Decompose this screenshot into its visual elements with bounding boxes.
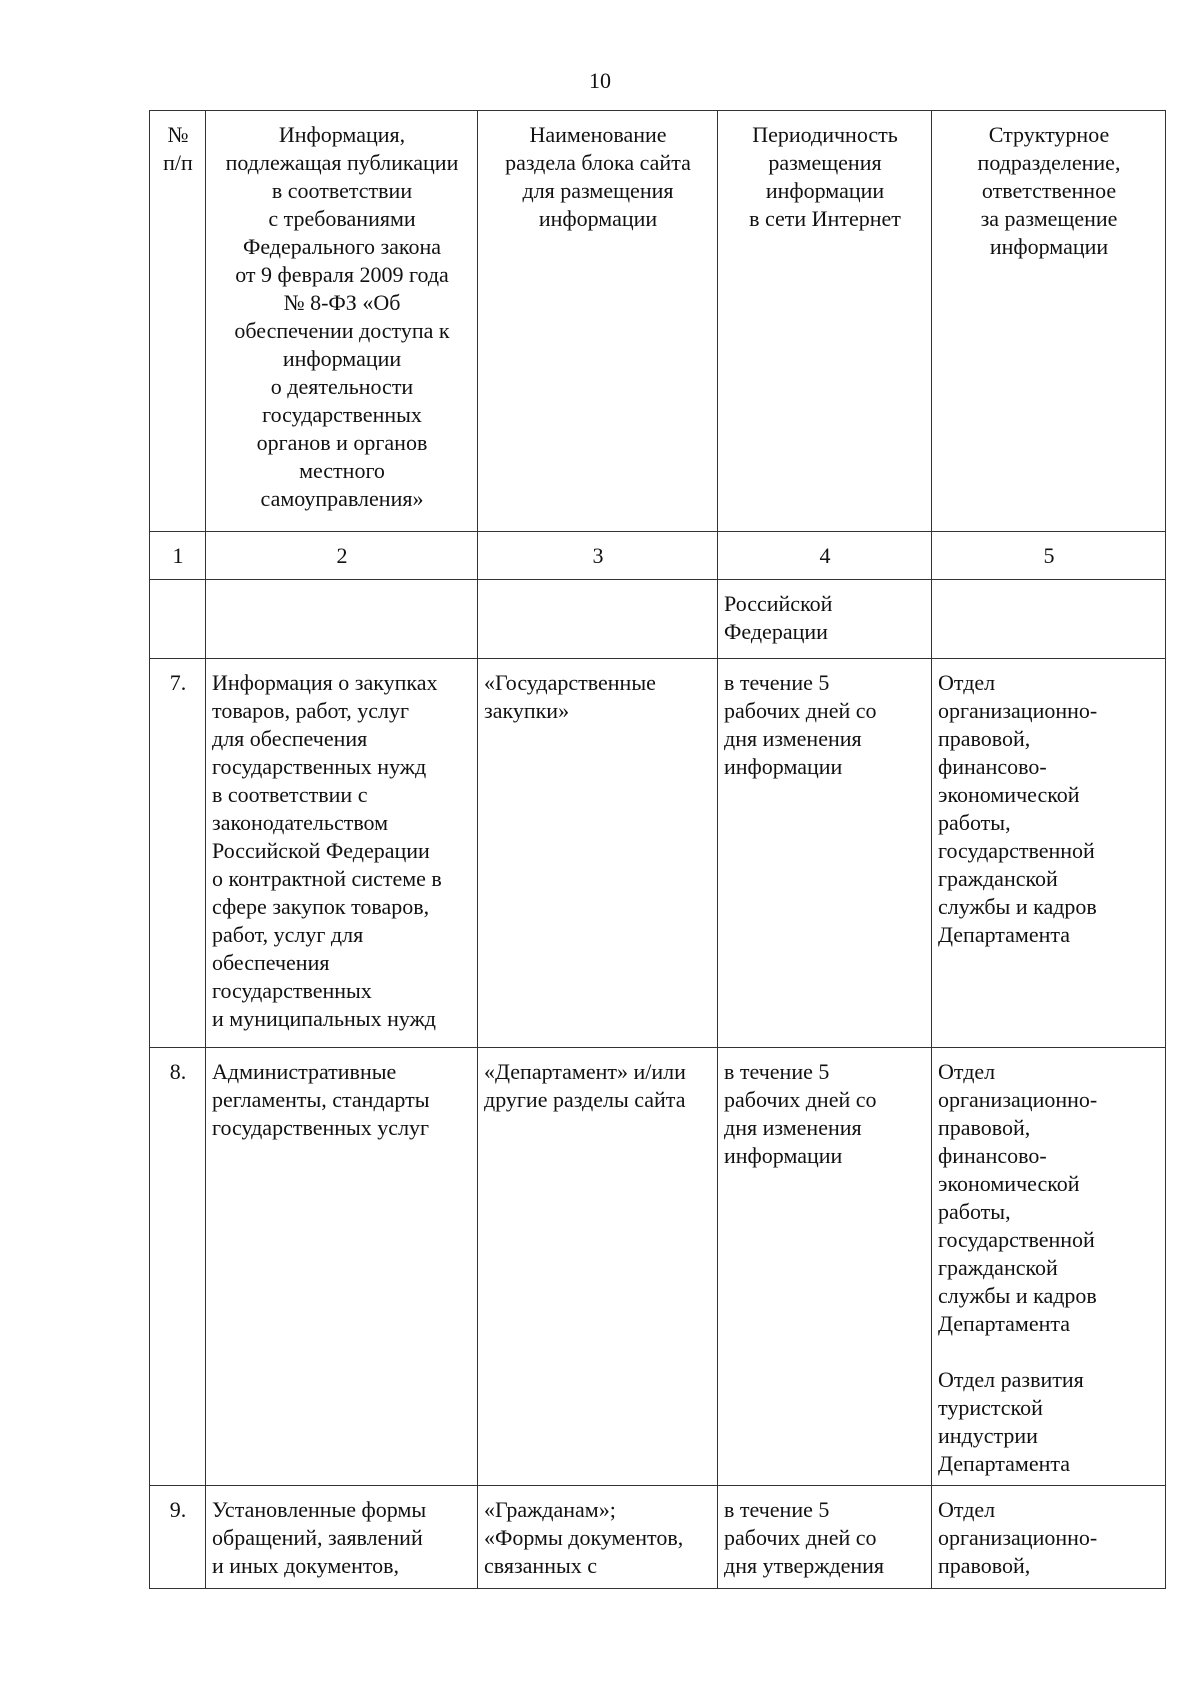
cell-section-name: «Гражданам»; «Формы документов, связанных с bbox=[478, 1486, 718, 1589]
column-number: 4 bbox=[718, 532, 932, 580]
column-number-row bbox=[150, 532, 1166, 580]
header-periodicity: Периодичность размещения информации в сети Интернет bbox=[718, 111, 932, 532]
table-header-row bbox=[150, 111, 1166, 532]
cell-periodicity: в течение 5 рабочих дней со дня утверждения bbox=[718, 1486, 932, 1589]
cell-information: Административные регламенты, стандарты государственных услуг bbox=[206, 1048, 478, 1486]
publication-table bbox=[149, 110, 1166, 1589]
header-information: Информация, подлежащая публикации в соответствии с требованиями Федерального закона от 9 февраля 2009 года № 8-ФЗ «Об обеспечении доступа к информации о деятельности государственных органов и органов местного самоуправления» bbox=[206, 111, 478, 532]
row-number: 9. bbox=[150, 1486, 206, 1589]
row-number: 7. bbox=[150, 659, 206, 1048]
column-number: 5 bbox=[932, 532, 1166, 580]
table-row bbox=[150, 1486, 1166, 1589]
continuation-row bbox=[150, 580, 1166, 659]
row-number bbox=[150, 580, 206, 659]
responsible-unit-secondary: Отдел развития туристской индустрии Департамента bbox=[938, 1367, 1084, 1476]
row-number: 8. bbox=[150, 1048, 206, 1486]
cell-responsible-unit: Отдел организационно- правовой, финансово- экономической работы, государственной гражданской службы и кадров Департамента bbox=[932, 659, 1166, 1048]
spacer bbox=[938, 1338, 1160, 1366]
column-number: 3 bbox=[478, 532, 718, 580]
cell-periodicity: в течение 5 рабочих дней со дня изменения информации bbox=[718, 659, 932, 1048]
table-row bbox=[150, 1048, 1166, 1486]
header-number: № п/п bbox=[150, 111, 206, 532]
header-responsible-unit: Структурное подразделение, ответственное за размещение информации bbox=[932, 111, 1166, 532]
cell-information: Установленные формы обращений, заявлений и иных документов, bbox=[206, 1486, 478, 1589]
column-number: 1 bbox=[150, 532, 206, 580]
cell-information bbox=[206, 580, 478, 659]
page-number: 10 bbox=[589, 68, 611, 93]
table-row bbox=[150, 659, 1166, 1048]
cell-periodicity: Российской Федерации bbox=[718, 580, 932, 659]
cell-section-name: «Департамент» и/или другие разделы сайта bbox=[478, 1048, 718, 1486]
responsible-unit-primary: Отдел организационно- правовой, финансово- экономической работы, государственной гражданской службы и кадров Департамента bbox=[938, 1059, 1098, 1336]
cell-responsible-unit: Отдел организационно- правовой, bbox=[932, 1486, 1166, 1589]
cell-section-name bbox=[478, 580, 718, 659]
cell-information: Информация о закупках товаров, работ, услуг для обеспечения государственных нужд в соответствии с законодательством Российской Федерации о контрактной системе в сфере закупок товаров, работ, услуг для обеспечения государственных и муниципальных нужд bbox=[206, 659, 478, 1048]
header-section-name: Наименование раздела блока сайта для размещения информации bbox=[478, 111, 718, 532]
cell-periodicity: в течение 5 рабочих дней со дня изменения информации bbox=[718, 1048, 932, 1486]
column-number: 2 bbox=[206, 532, 478, 580]
cell-responsible-unit bbox=[932, 580, 1166, 659]
cell-responsible-unit bbox=[932, 1048, 1166, 1486]
cell-section-name: «Государственные закупки» bbox=[478, 659, 718, 1048]
